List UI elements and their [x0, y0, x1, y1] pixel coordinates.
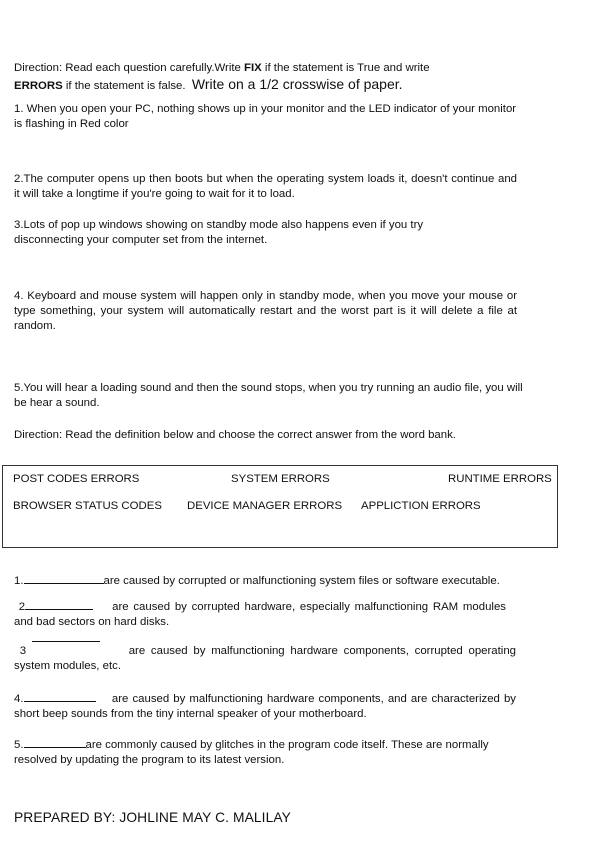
word-bank-item: BROWSER STATUS CODES — [13, 500, 162, 512]
write-note: Write on a 1/2 crosswise of paper. — [191, 76, 403, 92]
answer-blank — [25, 598, 93, 610]
answer-blank — [24, 736, 86, 748]
direction-line-2 — [14, 77, 574, 94]
direction-text-mid: if the statement is True and write — [261, 62, 430, 74]
word-bank-item: APPLICTION ERRORS — [361, 500, 481, 512]
word-bank-item: RUNTIME ERRORS — [448, 473, 552, 485]
definition-1: 1. are caused by corrupted or malfunctioning system files or software executable. — [14, 572, 534, 589]
question-3: 3.Lots of pop up windows showing on standby mode also happens even if you try disconnecting your computer set from the internet. — [14, 219, 424, 246]
direction-line-1 — [14, 61, 574, 76]
answer-blank — [24, 690, 96, 702]
fix-keyword: FIX — [244, 62, 262, 74]
direction-part1 — [14, 61, 574, 94]
prepared-by: PREPARED BY: JOHLINE MAY C. MALILAY — [14, 810, 291, 825]
direction-text: Direction: Read each question carefully.Write — [14, 62, 245, 74]
question-1: 1. When you open your PC, nothing shows up in your monitor and the LED indicator of your monitor is flashing in Red color — [14, 103, 517, 130]
definition-5: 5. are commonly caused by glitches in the program code itself. These are normally resolved by updating the program to its latest version. — [14, 736, 519, 768]
definition-4: 4. are caused by malfunctioning hardware components, and are characterized by short beep sounds from the tiny internal speaker of your motherboard. — [14, 690, 516, 722]
answer-blank — [32, 641, 100, 642]
direction-part2: Direction: Read the definition below and choose the correct answer from the word bank. — [14, 429, 456, 441]
question-2: 2.The computer opens up then boots but when the operating system loads it, doesn't continue and it will take a longtime if you're going to wait for it to load. — [14, 173, 517, 200]
question-4: 4. Keyboard and mouse system will happen only in standby mode, when you move your mouse or type something, your system will automatically restart and the worst part is it will delete a file at random. — [14, 290, 517, 332]
word-bank-item: SYSTEM ERRORS — [231, 473, 330, 485]
question-5: 5.You will hear a loading sound and then the sound stops, when you try running an audio file, you will be hear a sound. — [14, 382, 523, 409]
errors-keyword: ERRORS — [14, 80, 63, 92]
word-bank-item: DEVICE MANAGER ERRORS — [187, 500, 343, 512]
direction-text-end: if the statement is false. — [62, 80, 186, 92]
word-bank-item: POST CODES ERRORS — [13, 473, 140, 485]
answer-blank — [24, 572, 104, 584]
word-bank-box — [2, 465, 558, 548]
definition-3: 3 are caused by malfunctioning hardware components, corrupted operating system modules, etc. — [14, 644, 516, 674]
definition-2: 2 are caused by corrupted hardware, especially malfunctioning RAM modules and bad sectors on hard disks. — [14, 598, 506, 630]
